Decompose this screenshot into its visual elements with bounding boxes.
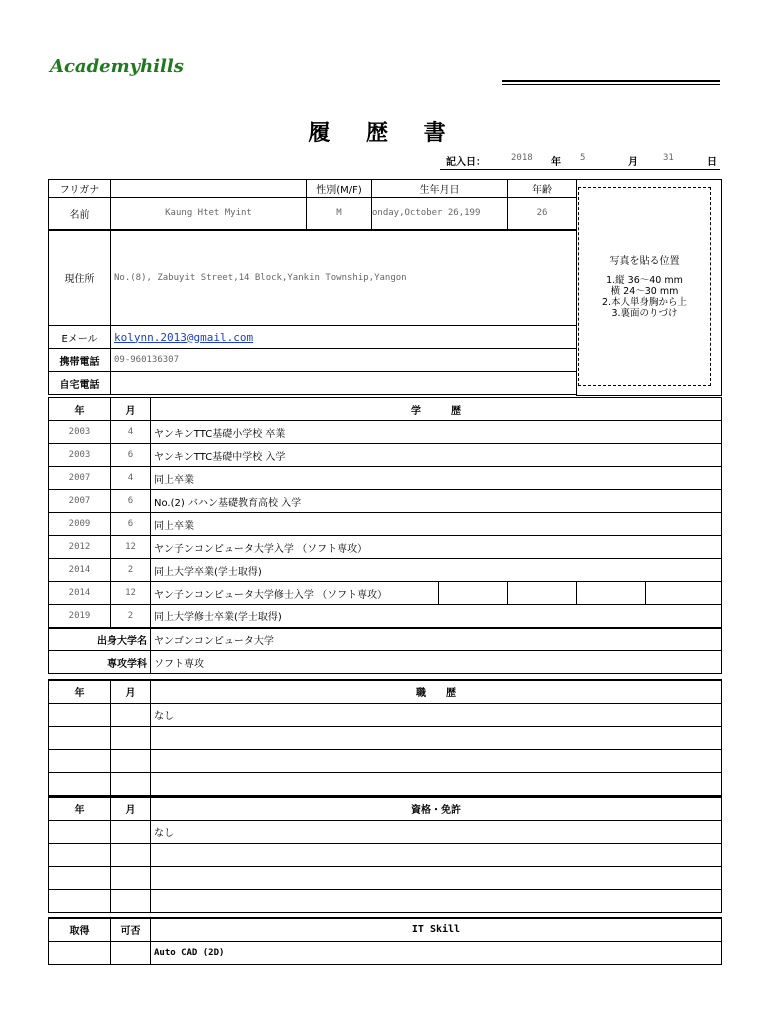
date-month-unit: 月 [628,157,638,168]
license-text[interactable] [151,843,722,866]
table-row [49,820,722,843]
edu-year[interactable]: 2014 [49,559,111,582]
table-row [49,444,722,467]
it-col2-header: 可否 [111,918,151,941]
edu-section-header: 学 歴 [151,398,722,421]
edu-month[interactable]: 6 [111,444,151,467]
table-row [49,843,722,866]
edu-extra-cell[interactable] [439,582,508,605]
furigana-label: フリガナ [49,180,111,198]
photo-line: 2.本人単身胸から上 [601,297,688,308]
address-field[interactable]: No.(8), Zabuyit Street,14 Block,Yankin Township,Yangon [111,230,577,326]
edu-text[interactable]: 同上卒業 [151,467,722,490]
license-text[interactable]: なし [151,820,722,843]
email-link[interactable]: kolynn.2013@gmail.com [114,330,254,344]
photo-line: 1.縦 36～40 mm [606,275,683,286]
edu-month[interactable]: 6 [111,490,151,513]
edu-month[interactable]: 2 [111,559,151,582]
work-year[interactable] [49,726,111,749]
table-row [49,726,722,749]
license-year[interactable] [49,889,111,912]
table-row [49,703,722,726]
license-month[interactable] [111,843,151,866]
photo-line: 横 24～30 mm [610,286,679,297]
edu-year[interactable]: 2019 [49,605,111,628]
license-text[interactable] [151,866,722,889]
license-year[interactable] [49,820,111,843]
date-underline [440,169,720,170]
table-row [49,866,722,889]
license-text[interactable] [151,889,722,912]
it-section-header: IT Skill [151,918,722,941]
work-month[interactable] [111,772,151,795]
work-year[interactable] [49,772,111,795]
work-text[interactable] [151,772,722,795]
it-skill-text[interactable]: Auto CAD (2D) [151,941,722,964]
furigana-field[interactable] [111,180,307,198]
edu-text[interactable]: 同上大学卒業(学士取得) [151,559,722,582]
edu-year[interactable]: 2003 [49,444,111,467]
work-table [48,679,722,796]
date-day: 31 [663,153,674,163]
license-year-header: 年 [49,797,111,820]
work-month-header: 月 [111,680,151,703]
edu-year[interactable]: 2007 [49,467,111,490]
it-col1-header: 取得 [49,918,111,941]
work-section-header: 職 歴 [151,680,722,703]
table-row [49,605,722,628]
work-text[interactable]: なし [151,703,722,726]
photo-title: 写真を貼る位置 [609,256,680,267]
edu-text[interactable]: ヤン子ンコンピュータ大学入学 （ソフト専攻） [151,536,722,559]
edu-month[interactable]: 4 [111,467,151,490]
edu-extra-cell[interactable] [577,582,646,605]
date-bar [0,153,768,167]
edu-text[interactable]: ヤン子ンコンピュータ大学修士入学 （ソフト専攻） [151,582,439,605]
work-text[interactable] [151,749,722,772]
edu-month[interactable]: 2 [111,605,151,628]
company-logo: Academyhills [50,56,184,77]
edu-text[interactable]: 同上卒業 [151,513,722,536]
table-row [49,513,722,536]
edu-month-header: 月 [111,398,151,421]
license-section-header: 資格・免許 [151,797,722,820]
table-row [49,467,722,490]
edu-month[interactable]: 6 [111,513,151,536]
date-year: 2018 [511,153,533,163]
header-rule-top [502,80,720,82]
edu-text[interactable]: 同上大学修士卒業(学士取得) [151,605,722,628]
edu-extra-cell[interactable] [646,582,722,605]
home-phone-label: 自宅電話 [49,372,111,395]
it-acquired[interactable] [49,941,111,964]
license-year[interactable] [49,843,111,866]
edu-year[interactable]: 2007 [49,490,111,513]
major-field[interactable]: ソフト専攻 [151,651,722,674]
edu-text[interactable]: No.(2) バハン基礎教育高校 入学 [151,490,722,513]
major-label: 専攻学科 [49,651,151,674]
edu-month[interactable]: 4 [111,421,151,444]
education-table [48,397,722,674]
license-month[interactable] [111,889,151,912]
header-rule-bottom [502,84,720,85]
mobile-label: 携帯電話 [49,349,111,372]
table-row [49,772,722,795]
date-month: 5 [580,153,586,163]
gender-field[interactable]: M [307,198,372,230]
license-year[interactable] [49,866,111,889]
email-field[interactable] [111,326,577,349]
table-row [49,559,722,582]
email-label: Eメール [49,326,111,349]
table-row [49,749,722,772]
it-ability[interactable] [111,941,151,964]
age-label: 年齢 [508,180,577,198]
photo-placeholder[interactable] [578,187,711,386]
table-row [49,582,722,605]
table-row [49,490,722,513]
edu-extra-cell[interactable] [508,582,577,605]
work-text[interactable] [151,726,722,749]
it-skill-table [48,917,722,965]
edu-year-header: 年 [49,398,111,421]
address-label: 現住所 [49,230,111,326]
work-month[interactable] [111,703,151,726]
edu-month[interactable]: 12 [111,582,151,605]
work-year[interactable] [49,703,111,726]
work-month[interactable] [111,749,151,772]
mobile-field[interactable]: 09-960136307 [111,349,577,372]
table-row [49,536,722,559]
work-month[interactable] [111,726,151,749]
work-year-header: 年 [49,680,111,703]
edu-month[interactable]: 12 [111,536,151,559]
birth-label: 生年月日 [372,180,508,198]
birth-field[interactable]: onday,October 26,199 [372,198,508,230]
license-month[interactable] [111,866,151,889]
university-field[interactable]: ヤンゴンコンピュータ大学 [151,628,722,651]
gender-label: 性別(M/F) [307,180,372,198]
work-year[interactable] [49,749,111,772]
license-month-header: 月 [111,797,151,820]
age-field[interactable]: 26 [508,198,577,230]
date-day-unit: 日 [707,157,717,168]
date-label: 記入日： [446,157,486,168]
page-title: 履 歴 書 [308,121,460,146]
home-phone-field[interactable] [111,372,577,395]
table-row [49,889,722,912]
edu-year[interactable]: 2012 [49,536,111,559]
table-row [49,421,722,444]
edu-year[interactable]: 2003 [49,421,111,444]
edu-text[interactable]: ヤンキンTTC基礎中学校 入学 [151,444,722,467]
license-month[interactable] [111,820,151,843]
edu-text[interactable]: ヤンキンTTC基礎小学校 卒業 [151,421,722,444]
name-label: 名前 [49,198,111,230]
table-row [49,941,722,964]
edu-year[interactable]: 2009 [49,513,111,536]
date-year-unit: 年 [551,157,561,168]
name-field[interactable]: Kaung Htet Myint [111,198,307,230]
license-table [48,796,722,913]
edu-year[interactable]: 2014 [49,582,111,605]
university-label: 出身大学名 [49,628,151,651]
photo-line: 3.裏面のりづけ [611,308,678,319]
